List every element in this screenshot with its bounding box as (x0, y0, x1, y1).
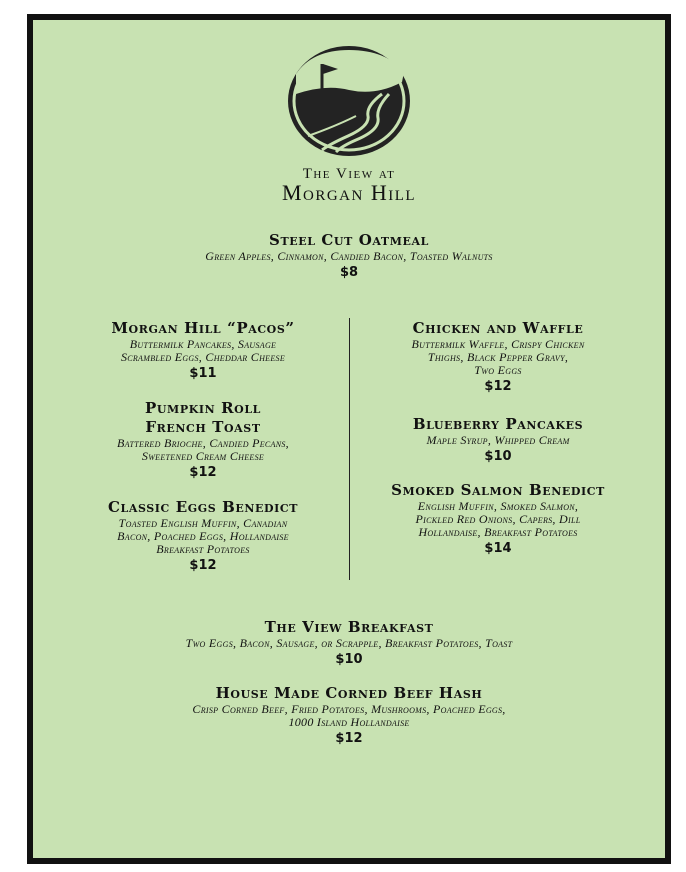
golf-hill-logo-icon (286, 44, 412, 158)
item-description-line: Breakfast Potatoes (156, 542, 250, 556)
item-title: House Made Corned Beef Hash (215, 684, 483, 702)
menu-item-corned-beef-hash (33, 684, 665, 747)
item-description-line: Crisp Corned Beef, Fried Potatoes, Mushrooms, Poached Eggs, (192, 702, 506, 716)
item-description-line: English Muffin, Smoked Salmon, (417, 499, 579, 513)
menu-item-oatmeal (33, 231, 665, 281)
item-description-line: Toasted English Muffin, Canadian (118, 516, 288, 530)
item-title-line: French Toast (145, 418, 261, 436)
column-divider (349, 318, 350, 580)
menu-item-blueberry-pancakes (367, 415, 629, 465)
item-description-line: Buttermilk Pancakes, Sausage (129, 337, 277, 351)
item-price: $11 (189, 366, 217, 381)
item-title: Smoked Salmon Benedict (391, 481, 605, 499)
item-price: $12 (189, 558, 217, 573)
item-price: $12 (484, 379, 512, 394)
item-price: $12 (189, 465, 217, 480)
menu-item-view-breakfast (33, 618, 665, 668)
item-title-line: Pumpkin Roll (144, 399, 262, 417)
item-price: $8 (339, 265, 359, 280)
item-description-line: Scrambled Eggs, Cheddar Cheese (120, 350, 286, 364)
item-description-line: Bacon, Poached Eggs, Hollandaise (117, 529, 289, 543)
menu-item-eggs-benedict (73, 498, 333, 574)
item-description-line: 1000 Island Hollandaise (288, 715, 410, 729)
item-description: Two Eggs, Bacon, Sausage, or Scrapple, Breakfast Potatoes, Toast (185, 636, 513, 650)
menu-item-smoked-salmon (367, 481, 629, 557)
item-title: Steel Cut Oatmeal (269, 231, 429, 249)
brand-line-1: The View at (302, 166, 396, 182)
item-description-line: Pickled Red Onions, Capers, Dill (415, 512, 581, 526)
menu-item-pumpkin-roll (73, 399, 333, 481)
item-price: $14 (484, 541, 512, 556)
item-description-line: Hollandaise, Breakfast Potatoes (418, 525, 578, 539)
item-description-line: Buttermilk Waffle, Crispy Chicken (411, 337, 585, 351)
menu-item-chicken-waffle (367, 319, 629, 395)
item-price: $10 (335, 652, 363, 667)
item-description: Green Apples, Cinnamon, Candied Bacon, Toasted Walnuts (205, 249, 493, 263)
item-description-line: Sweetened Cream Cheese (141, 449, 265, 463)
item-price: $12 (335, 731, 363, 746)
item-title: Chicken and Waffle (412, 319, 584, 337)
item-description-line: Thighs, Black Pepper Gravy, (427, 350, 569, 364)
menu-page (27, 14, 671, 864)
item-price: $10 (484, 449, 512, 464)
item-description-line: Battered Brioche, Candied Pecans, (117, 436, 289, 450)
item-title: The View Breakfast (264, 618, 434, 636)
menu-item-pacos (73, 319, 333, 382)
logo-block (33, 44, 665, 204)
brand-line-2: Morgan Hill (281, 180, 417, 205)
item-title: Blueberry Pancakes (412, 415, 584, 433)
item-title: Morgan Hill “Pacos” (111, 319, 295, 337)
item-description: Maple Syrup, Whipped Cream (426, 433, 570, 447)
item-title: Classic Eggs Benedict (107, 498, 299, 516)
item-description-line: Two Eggs (474, 363, 522, 377)
